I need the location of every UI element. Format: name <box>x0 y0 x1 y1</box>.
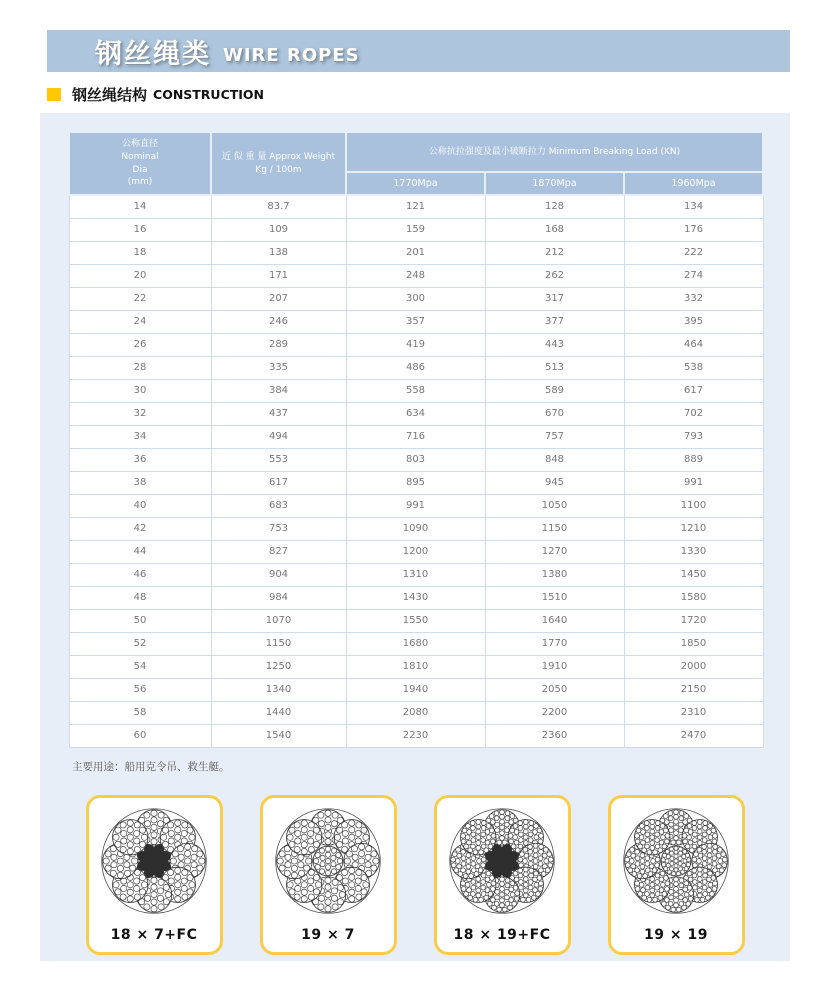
table-cell: 56 <box>69 679 211 702</box>
section-title-en: CONSTRUCTION <box>153 86 265 102</box>
rope-cross-section-diagram <box>618 805 734 917</box>
table-cell: 335 <box>211 357 346 380</box>
table-cell: 28 <box>69 357 211 380</box>
table-row <box>69 195 763 219</box>
table-cell: 176 <box>624 219 763 242</box>
table-cell: 2230 <box>346 725 485 748</box>
table-cell: 50 <box>69 610 211 633</box>
table-cell: 1270 <box>485 541 624 564</box>
table-cell: 24 <box>69 311 211 334</box>
table-row <box>69 725 763 748</box>
content-panel <box>40 113 790 961</box>
rope-type-label: 18 × 19+FC <box>453 927 551 943</box>
table-cell: 317 <box>485 288 624 311</box>
table-cell: 46 <box>69 564 211 587</box>
page-title-zh: 钢丝绳类 <box>95 38 211 70</box>
table-cell: 54 <box>69 656 211 679</box>
table-row <box>69 633 763 656</box>
table-cell: 1340 <box>211 679 346 702</box>
table-cell: 289 <box>211 334 346 357</box>
table-cell: 904 <box>211 564 346 587</box>
table-cell: 16 <box>69 219 211 242</box>
table-row <box>69 380 763 403</box>
table-cell: 201 <box>346 242 485 265</box>
table-cell: 757 <box>485 426 624 449</box>
table-cell: 683 <box>211 495 346 518</box>
table-cell: 1940 <box>346 679 485 702</box>
section-title-zh: 钢丝绳结构 <box>72 85 148 104</box>
table-cell: 1310 <box>346 564 485 587</box>
table-row <box>69 449 763 472</box>
table-cell: 1580 <box>624 587 763 610</box>
table-cell: 513 <box>485 357 624 380</box>
table-cell: 538 <box>624 357 763 380</box>
table-cell: 553 <box>211 449 346 472</box>
table-row <box>69 242 763 265</box>
table-cell: 670 <box>485 403 624 426</box>
table-row <box>69 656 763 679</box>
table-cell: 702 <box>624 403 763 426</box>
table-cell: 44 <box>69 541 211 564</box>
table-cell: 558 <box>346 380 485 403</box>
col-header-approx-weight: 近 似 重 量 Approx Weight Kg / 100m <box>211 132 346 195</box>
rope-type-label: 19 × 19 <box>644 927 708 943</box>
table-cell: 274 <box>624 265 763 288</box>
table-cell: 2150 <box>624 679 763 702</box>
table-cell: 128 <box>485 195 624 219</box>
table-cell: 60 <box>69 725 211 748</box>
table-cell: 34 <box>69 426 211 449</box>
table-cell: 1910 <box>485 656 624 679</box>
table-cell: 1550 <box>346 610 485 633</box>
col-header-breaking-load-group: 公称抗拉强度及最小破断拉力 Minimum Breaking Load (KN) <box>346 132 763 172</box>
table-cell: 395 <box>624 311 763 334</box>
rope-cross-section-diagram <box>444 805 560 917</box>
table-row <box>69 587 763 610</box>
table-cell: 1200 <box>346 541 485 564</box>
section-bullet-icon <box>47 88 61 101</box>
table-cell: 30 <box>69 380 211 403</box>
table-cell: 300 <box>346 288 485 311</box>
table-cell: 207 <box>211 288 346 311</box>
table-cell: 171 <box>211 265 346 288</box>
table-cell: 437 <box>211 403 346 426</box>
table-row <box>69 219 763 242</box>
table-cell: 22 <box>69 288 211 311</box>
table-cell: 222 <box>624 242 763 265</box>
table-cell: 168 <box>485 219 624 242</box>
section-header <box>47 86 264 102</box>
table-cell: 384 <box>211 380 346 403</box>
table-cell: 419 <box>346 334 485 357</box>
table-cell: 52 <box>69 633 211 656</box>
table-row <box>69 564 763 587</box>
col-header-1870mpa: 1870Mpa <box>485 172 624 195</box>
table-cell: 18 <box>69 242 211 265</box>
table-cell: 1100 <box>624 495 763 518</box>
col-header-1770mpa: 1770Mpa <box>346 172 485 195</box>
table-row <box>69 357 763 380</box>
table-row <box>69 679 763 702</box>
table-cell: 803 <box>346 449 485 472</box>
table-cell: 1450 <box>624 564 763 587</box>
table-cell: 827 <box>211 541 346 564</box>
construction-table <box>68 131 764 748</box>
table-cell: 589 <box>485 380 624 403</box>
table-cell: 32 <box>69 403 211 426</box>
table-cell: 1150 <box>485 518 624 541</box>
table-cell: 357 <box>346 311 485 334</box>
table-cell: 2080 <box>346 702 485 725</box>
page-title-band <box>47 30 790 72</box>
table-cell: 889 <box>624 449 763 472</box>
table-cell: 1640 <box>485 610 624 633</box>
table-cell: 617 <box>211 472 346 495</box>
table-cell: 262 <box>485 265 624 288</box>
table-cell: 36 <box>69 449 211 472</box>
table-cell: 1810 <box>346 656 485 679</box>
table-row <box>69 403 763 426</box>
table-body <box>69 195 763 748</box>
table-cell: 1850 <box>624 633 763 656</box>
table-cell: 486 <box>346 357 485 380</box>
table-cell: 212 <box>485 242 624 265</box>
col-header-nominal-dia: 公称直径 Nominal Dia (mm) <box>69 132 211 195</box>
table-cell: 793 <box>624 426 763 449</box>
table-cell: 494 <box>211 426 346 449</box>
table-cell: 753 <box>211 518 346 541</box>
table-row <box>69 265 763 288</box>
table-cell: 1510 <box>485 587 624 610</box>
table-cell: 20 <box>69 265 211 288</box>
rope-card <box>260 795 397 955</box>
table-cell: 332 <box>624 288 763 311</box>
table-cell: 248 <box>346 265 485 288</box>
table-cell: 991 <box>624 472 763 495</box>
table-row <box>69 288 763 311</box>
table-row <box>69 495 763 518</box>
table-cell: 138 <box>211 242 346 265</box>
rope-card <box>608 795 745 955</box>
table-cell: 42 <box>69 518 211 541</box>
rope-type-label: 19 × 7 <box>301 927 355 943</box>
table-cell: 1380 <box>485 564 624 587</box>
table-cell: 38 <box>69 472 211 495</box>
table-cell: 991 <box>346 495 485 518</box>
table-cell: 617 <box>624 380 763 403</box>
table-cell: 1090 <box>346 518 485 541</box>
table-cell: 48 <box>69 587 211 610</box>
table-cell: 1720 <box>624 610 763 633</box>
table-cell: 984 <box>211 587 346 610</box>
table-cell: 83.7 <box>211 195 346 219</box>
table-row <box>69 541 763 564</box>
table-cell: 377 <box>485 311 624 334</box>
table-cell: 895 <box>346 472 485 495</box>
table-cell: 1150 <box>211 633 346 656</box>
table-row <box>69 702 763 725</box>
table-cell: 134 <box>624 195 763 219</box>
table-cell: 1050 <box>485 495 624 518</box>
table-cell: 464 <box>624 334 763 357</box>
table-cell: 1210 <box>624 518 763 541</box>
table-cell: 14 <box>69 195 211 219</box>
table-row <box>69 518 763 541</box>
rope-cross-section-diagram <box>96 805 212 917</box>
table-row <box>69 334 763 357</box>
usage-note: 主要用途：船用克令吊、救生艇。 <box>72 761 230 773</box>
table-cell: 1440 <box>211 702 346 725</box>
table-row <box>69 610 763 633</box>
table-cell: 2360 <box>485 725 624 748</box>
table-row <box>69 426 763 449</box>
table-cell: 2310 <box>624 702 763 725</box>
table-cell: 121 <box>346 195 485 219</box>
table-cell: 2200 <box>485 702 624 725</box>
table-cell: 634 <box>346 403 485 426</box>
table-cell: 58 <box>69 702 211 725</box>
table-cell: 2470 <box>624 725 763 748</box>
table-cell: 1250 <box>211 656 346 679</box>
table-row <box>69 311 763 334</box>
table-cell: 246 <box>211 311 346 334</box>
table-cell: 716 <box>346 426 485 449</box>
page-title-en: WIRE ROPES <box>223 44 360 66</box>
table-cell: 945 <box>485 472 624 495</box>
table-cell: 1680 <box>346 633 485 656</box>
table-cell: 1070 <box>211 610 346 633</box>
table-row <box>69 472 763 495</box>
rope-diagram-cards <box>68 795 762 955</box>
rope-card <box>434 795 571 955</box>
table-cell: 2000 <box>624 656 763 679</box>
table-cell: 848 <box>485 449 624 472</box>
table-cell: 159 <box>346 219 485 242</box>
table-cell: 1330 <box>624 541 763 564</box>
table-cell: 1540 <box>211 725 346 748</box>
table-cell: 1770 <box>485 633 624 656</box>
table-cell: 443 <box>485 334 624 357</box>
rope-card <box>86 795 223 955</box>
rope-cross-section-diagram <box>270 805 386 917</box>
table-cell: 2050 <box>485 679 624 702</box>
table-cell: 40 <box>69 495 211 518</box>
col-header-1960mpa: 1960Mpa <box>624 172 763 195</box>
table-cell: 26 <box>69 334 211 357</box>
table-cell: 1430 <box>346 587 485 610</box>
rope-type-label: 18 × 7+FC <box>110 927 198 943</box>
table-cell: 109 <box>211 219 346 242</box>
